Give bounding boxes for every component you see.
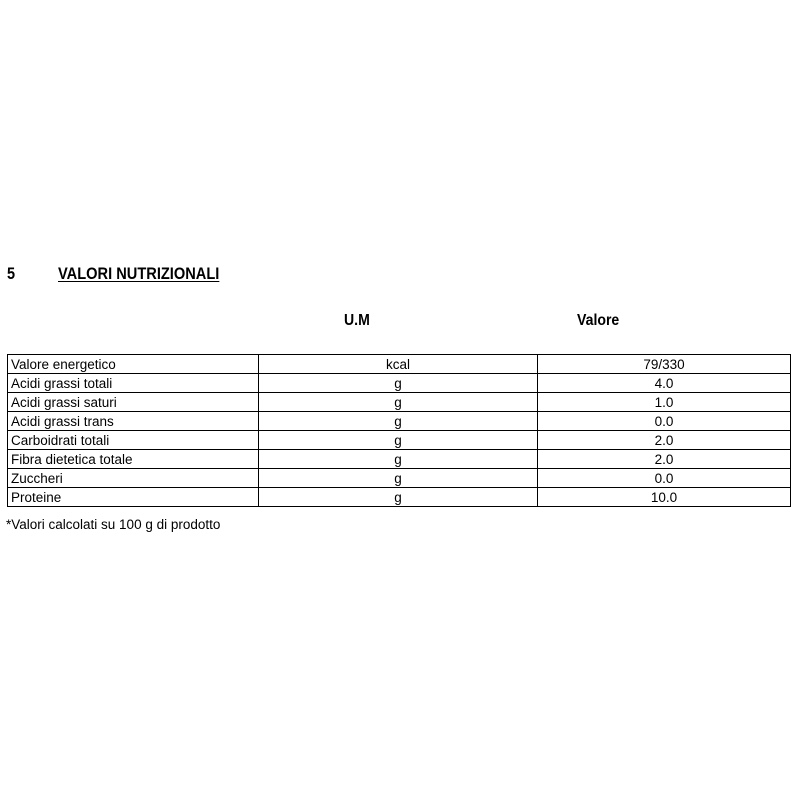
nutrient-name: Acidi grassi totali [8,374,259,393]
table-row [8,450,791,469]
nutrient-value: 10.0 [538,488,791,507]
table-row [8,488,791,507]
unit-column-header: U.M [344,312,370,329]
section-number: 5 [7,264,16,283]
nutrient-value: 4.0 [538,374,791,393]
nutrient-value: 2.0 [538,450,791,469]
nutrient-name: Acidi grassi saturi [8,393,259,412]
section-title: VALORI NUTRIZIONALI [58,264,220,283]
nutrient-name: Carboidrati totali [8,431,259,450]
nutrient-name: Fibra dietetica totale [8,450,259,469]
footnote: *Valori calcolati su 100 g di prodotto [6,517,221,532]
nutrient-unit: g [259,469,538,488]
nutrient-name: Proteine [8,488,259,507]
nutrient-value: 0.0 [538,412,791,431]
table-row [8,393,791,412]
nutrient-name: Valore energetico [8,355,259,374]
nutrient-unit: g [259,450,538,469]
table-row [8,431,791,450]
nutrition-table [7,354,791,507]
nutrient-unit: kcal [259,355,538,374]
nutrient-name: Zuccheri [8,469,259,488]
table-row [8,469,791,488]
nutrition-table-body [8,355,791,507]
nutrient-value: 2.0 [538,431,791,450]
nutrient-unit: g [259,488,538,507]
nutrient-unit: g [259,431,538,450]
nutrient-value: 1.0 [538,393,791,412]
value-column-header: Valore [577,312,620,329]
nutrient-unit: g [259,412,538,431]
nutrient-value: 0.0 [538,469,791,488]
nutrient-value: 79/330 [538,355,791,374]
nutrient-unit: g [259,374,538,393]
table-row [8,355,791,374]
table-row [8,374,791,393]
table-row [8,412,791,431]
nutrient-name: Acidi grassi trans [8,412,259,431]
nutrient-unit: g [259,393,538,412]
